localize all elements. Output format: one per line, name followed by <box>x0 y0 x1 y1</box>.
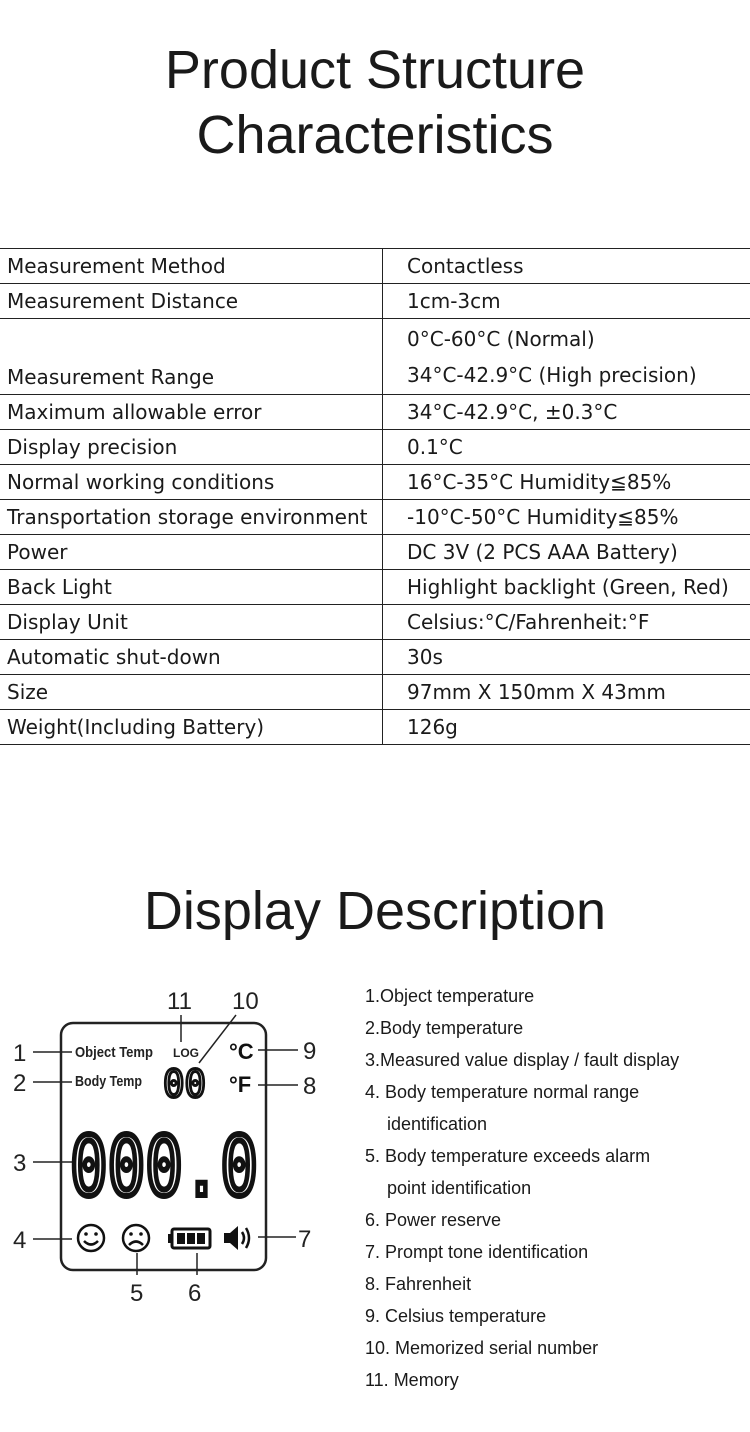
list-item <box>365 1268 679 1300</box>
table-row <box>0 535 750 570</box>
spec-value: 30s <box>383 640 750 675</box>
table-row <box>0 395 750 430</box>
object-temp-label: Object Temp <box>75 1044 153 1061</box>
spec-value: 16°C-35°C Humidity≦85% <box>383 465 750 500</box>
section-title-line1: Product Structure <box>164 40 586 100</box>
list-item <box>365 1076 679 1140</box>
spec-label: Transportation storage environment <box>0 500 383 535</box>
speaker-icon <box>224 1226 249 1250</box>
spec-label: Weight(Including Battery) <box>0 710 383 745</box>
spec-value: 34°C-42.9°C, ±0.3°C <box>383 395 750 430</box>
display-description-title: Display Description <box>143 881 607 941</box>
sad-face-icon <box>123 1225 149 1251</box>
list-item <box>365 1332 679 1364</box>
list-item <box>365 1012 679 1044</box>
spec-value: 97mm X 150mm X 43mm <box>383 675 750 710</box>
legend-continuation: identification <box>387 1114 488 1134</box>
spec-value-line: 0°C-60°C (Normal) <box>407 326 595 351</box>
spec-label: Normal working conditions <box>0 465 383 500</box>
callout-number-8: 8 <box>303 1073 317 1100</box>
spec-label: Maximum allowable error <box>0 395 383 430</box>
legend-text: 6. Power reserve <box>365 1210 502 1230</box>
table-row <box>0 319 750 395</box>
spec-label: Display precision <box>0 430 383 465</box>
legend-text: 2.Body temperature <box>365 1018 524 1038</box>
list-item <box>365 1140 679 1204</box>
spec-label: Automatic shut-down <box>0 640 383 675</box>
table-row <box>0 605 750 640</box>
spec-value: Celsius:°C/Fahrenheit:°F <box>383 605 750 640</box>
serial-digits: 00 <box>163 1062 206 1106</box>
spec-value <box>383 319 750 395</box>
table-row <box>0 430 750 465</box>
spec-value: DC 3V (2 PCS AAA Battery) <box>383 535 750 570</box>
callout-number-7: 7 <box>298 1226 312 1253</box>
spec-label: Back Light <box>0 570 383 605</box>
spec-value: 0.1°C <box>383 430 750 465</box>
table-row <box>0 570 750 605</box>
section-title-line2: Characteristics <box>196 105 554 165</box>
legend-continuation: point identification <box>387 1178 532 1198</box>
legend-text: 10. Memorized serial number <box>365 1338 599 1358</box>
list-item <box>365 1236 679 1268</box>
celsius-symbol: °C <box>229 1039 254 1064</box>
table-row <box>0 640 750 675</box>
spec-label: Measurement Range <box>0 319 383 395</box>
spec-value: -10°C-50°C Humidity≦85% <box>383 500 750 535</box>
callout-number-5: 5 <box>130 1280 144 1307</box>
callout-number-2: 2 <box>13 1070 27 1097</box>
spec-label: Measurement Distance <box>0 284 383 319</box>
spec-label: Power <box>0 535 383 570</box>
legend-text: 7. Prompt tone identification <box>365 1242 589 1262</box>
fahrenheit-symbol: °F <box>229 1072 252 1097</box>
body-temp-label: Body Temp <box>75 1073 142 1090</box>
spec-value: 126g <box>383 710 750 745</box>
list-item <box>365 1044 679 1076</box>
legend-text: 8. Fahrenheit <box>365 1274 472 1294</box>
smiley-icon <box>78 1225 104 1251</box>
table-row <box>0 249 750 284</box>
callout-number-10: 10 <box>232 988 259 1015</box>
spec-value: Highlight backlight (Green, Red) <box>383 570 750 605</box>
callout-number-11: 11 <box>167 988 192 1015</box>
table-row <box>0 284 750 319</box>
spec-table <box>0 248 750 745</box>
display-legend <box>365 980 679 1396</box>
list-item <box>365 1300 679 1332</box>
callout-number-9: 9 <box>303 1038 317 1065</box>
legend-text: 11. Memory <box>365 1370 459 1390</box>
legend-text: 3.Measured value display / fault display <box>365 1050 680 1070</box>
callout-number-6: 6 <box>188 1280 202 1307</box>
list-item <box>365 980 679 1012</box>
callout-number-4: 4 <box>13 1227 27 1254</box>
spec-label: Display Unit <box>0 605 383 640</box>
spec-value: Contactless <box>383 249 750 284</box>
list-item <box>365 1204 679 1236</box>
lcd-display-diagram <box>0 985 360 1315</box>
legend-text: 5. Body temperature exceeds alarm <box>365 1146 651 1166</box>
spec-value: 1cm-3cm <box>383 284 750 319</box>
list-item <box>365 1364 679 1396</box>
spec-label: Measurement Method <box>0 249 383 284</box>
spec-value-line: 34°C-42.9°C (High precision) <box>407 362 697 387</box>
legend-text: 4. Body temperature normal range <box>365 1082 640 1102</box>
log-label: LOG <box>173 1046 199 1060</box>
legend-text: 9. Celsius temperature <box>365 1306 547 1326</box>
table-row <box>0 675 750 710</box>
measured-value-display: 000.0 <box>70 1120 258 1215</box>
callout-number-3: 3 <box>13 1150 27 1177</box>
spec-label: Size <box>0 675 383 710</box>
legend-text: 1.Object temperature <box>365 986 535 1006</box>
table-row <box>0 465 750 500</box>
table-row <box>0 500 750 535</box>
callout-number-1: 1 <box>13 1040 27 1067</box>
battery-icon <box>168 1229 210 1248</box>
table-row <box>0 710 750 745</box>
